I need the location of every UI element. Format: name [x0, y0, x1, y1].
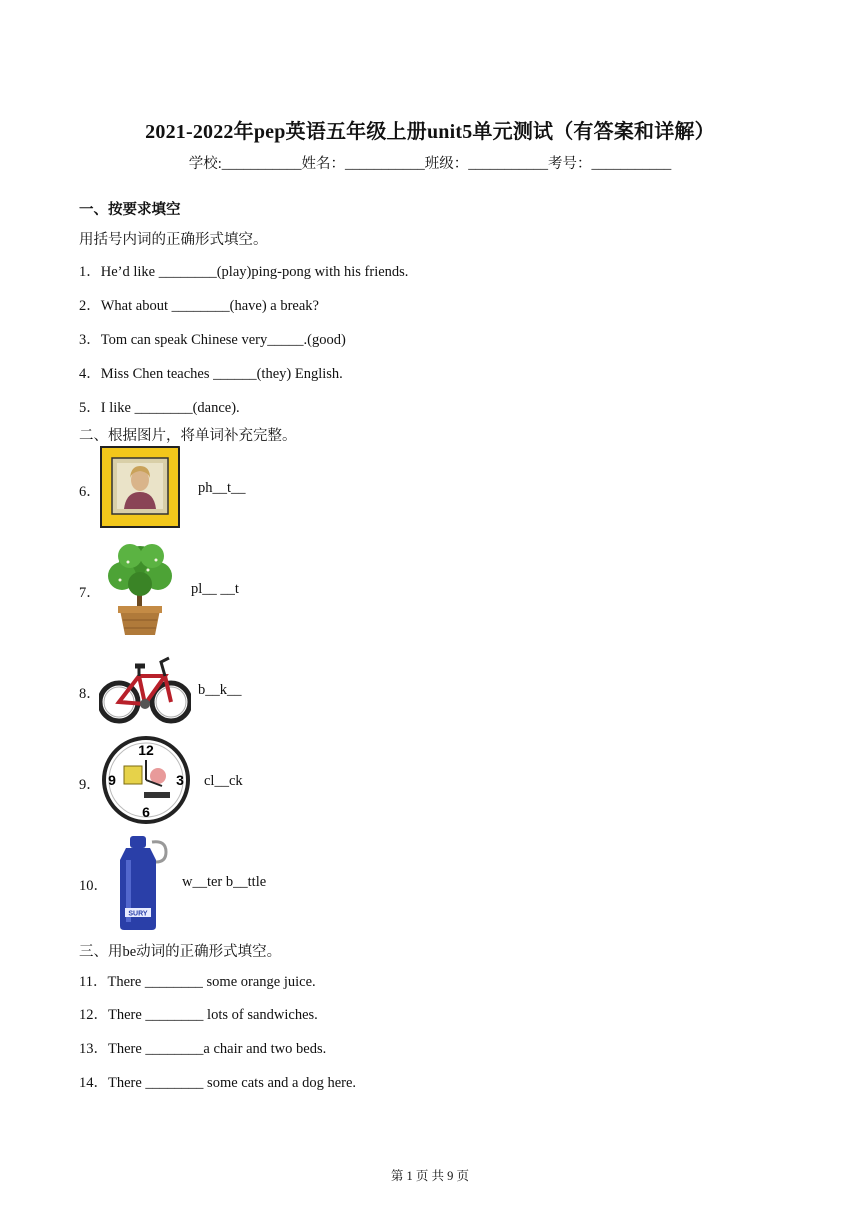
question-9-word: cl__ck: [204, 773, 243, 789]
potted-plant-icon: [100, 540, 180, 637]
framed-photo-icon: [100, 446, 180, 528]
clock-number-6: 6: [142, 804, 150, 820]
question-5: 5．I like ________(dance).: [79, 400, 240, 416]
question-13: 13．There ________a chair and two beds.: [79, 1041, 327, 1057]
question-6-word: ph__t__: [198, 480, 246, 496]
question-10-number: 10．: [79, 878, 108, 894]
question-4: 4．Miss Chen teaches ______(they) English.: [79, 366, 343, 382]
section-1-heading: 一、按要求填空: [79, 202, 181, 218]
clock-number-3: 3: [176, 772, 184, 788]
question-3: 3．Tom can speak Chinese very_____.(good): [79, 332, 346, 348]
section-3-heading: 三、用be动词的正确形式填空。: [79, 944, 282, 960]
student-info-line: 学校:___________姓名：___________班级：___________考号：___________: [188, 156, 672, 172]
section-1-instruction: 用括号内词的正确形式填空。: [79, 232, 268, 248]
clock-number-12: 12: [138, 742, 154, 758]
page-footer: 第 1 页 共 9 页: [390, 1169, 470, 1183]
wall-clock-icon: [100, 736, 192, 824]
question-11: 11．There ________ some orange juice.: [79, 974, 316, 990]
question-10-word: w__ter b__ttle: [182, 874, 267, 890]
question-12: 12．There ________ lots of sandwiches.: [79, 1007, 318, 1023]
question-2: 2．What about ________(have) a break?: [79, 298, 319, 314]
bicycle-icon: [99, 650, 191, 730]
question-8-word: b__k__: [198, 682, 242, 698]
question-7-word: pl__ __t: [191, 581, 239, 597]
clock-number-9: 9: [108, 772, 116, 788]
question-9-number: 9．: [79, 777, 101, 793]
bottle-label: SURY: [128, 910, 148, 918]
question-7-number: 7．: [79, 585, 101, 601]
question-14: 14．There ________ some cats and a dog here.: [79, 1075, 357, 1091]
water-bottle-icon: [108, 834, 172, 932]
question-1: 1．He’d like ________(play)ping-pong with his friends.: [79, 264, 409, 280]
question-8-number: 8．: [79, 686, 101, 702]
section-2-heading: 二、根据图片，将单词补充完整。: [79, 428, 297, 444]
page-title: 2021-2022年pep英语五年级上册unit5单元测试（有答案和详解）: [145, 121, 715, 143]
question-6-number: 6．: [79, 484, 101, 500]
